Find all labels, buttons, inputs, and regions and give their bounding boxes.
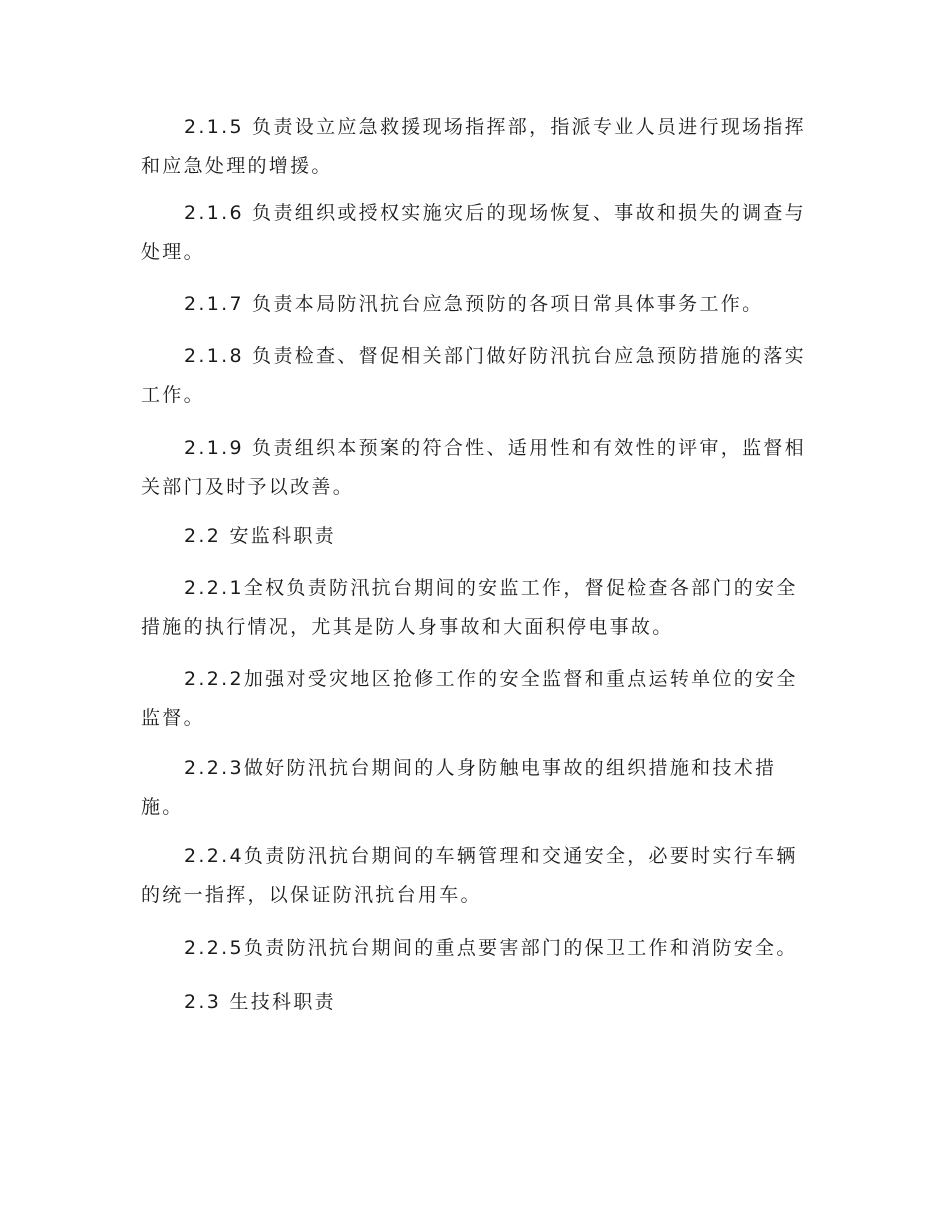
paragraph-2-1-6: 2.1.6 负责组织或授权实施灾后的现场恢复、事故和损失的调查与处理。 <box>141 202 806 263</box>
paragraph-2-1-8: 2.1.8 负责检查、督促相关部门做好防汛抗台应急预防措施的落实工作。 <box>141 345 806 406</box>
paragraph-2-2-5: 2.2.5负责防汛抗台期间的重点要害部门的保卫工作和消防安全。 <box>184 937 798 959</box>
section-heading-2-3: 2.3 生技科职责 <box>184 991 336 1013</box>
paragraph-2-2-3: 2.2.3做好防汛抗台期间的人身防触电事故的组织措施和技术措施。 <box>141 757 777 818</box>
paragraph-2-2-2: 2.2.2加强对受灾地区抢修工作的安全监督和重点运转单位的安全监督。 <box>141 668 798 729</box>
section-heading-2-2: 2.2 安监科职责 <box>184 525 336 547</box>
paragraph-2-1-5: 2.1.5 负责设立应急救援现场指挥部，指派专业人员进行现场指挥和应急处理的增援。 <box>141 116 806 177</box>
paragraph-2-2-4: 2.2.4负责防汛抗台期间的车辆管理和交通安全，必要时实行车辆的统一指挥，以保证防汛抗台用车。 <box>141 845 798 906</box>
paragraph-2-1-7: 2.1.7 负责本局防汛抗台应急预防的各项日常具体事务工作。 <box>184 293 764 315</box>
paragraph-2-2-1: 2.2.1全权负责防汛抗台期间的安监工作，督促检查各部门的安全措施的执行情况，尤其是防人身事故和大面积停电事故。 <box>141 577 798 638</box>
paragraph-2-1-9: 2.1.9 负责组织本预案的符合性、适用性和有效性的评审，监督相关部门及时予以改善。 <box>141 437 806 498</box>
